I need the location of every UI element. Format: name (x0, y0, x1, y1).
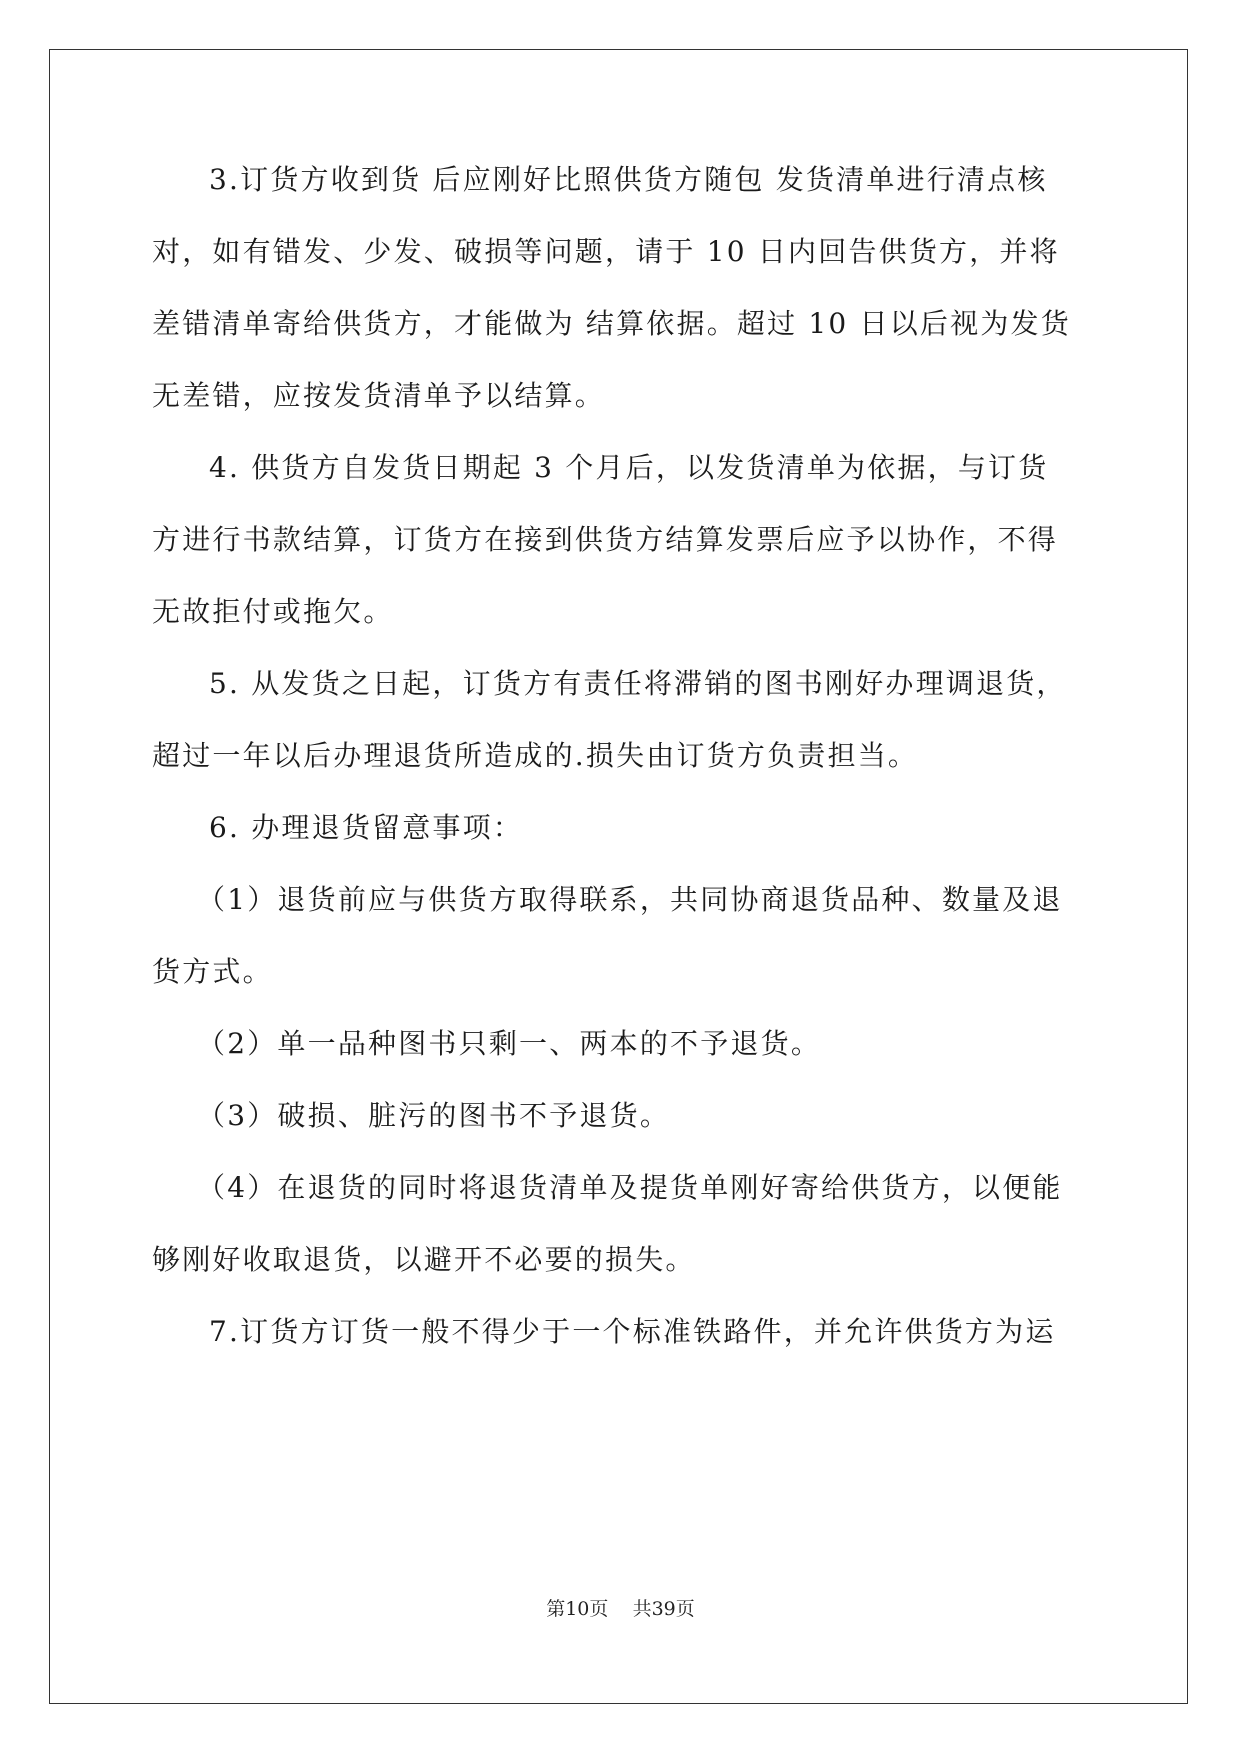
paragraph-4-line-1: 4. 供货方自发货日期起 3 个月后，以发货清单为依据，与订货 (209, 451, 1049, 484)
paragraph-4-line-2: 方进行书款结算，订货方在接到供货方结算发票后应予以协作，不得 (152, 523, 1059, 556)
paragraph-3-line-2: 对，如有错发、少发、破损等问题，请于 10 日内回告供货方，并将 (152, 235, 1060, 268)
item-4-line-1: （4）在退货的同时将退货清单及提货单刚好寄给供货方，以便能 (197, 1171, 1063, 1204)
paragraph-3-line-3: 差错清单寄给供货方，才能做为 结算依据。超过 10 日以后视为发货 (152, 307, 1071, 340)
paragraph-5-line-1: 5. 从发货之日起，订货方有责任将滞销的图书刚好办理调退货， (209, 667, 1067, 700)
item-2-line-1: （2）单一品种图书只剩一、两本的不予退货。 (197, 1027, 822, 1060)
current-page-label: 第10页 (546, 1598, 609, 1620)
page-footer (0, 1596, 1241, 1622)
paragraph-3-line-4: 无差错，应按发货清单予以结算。 (152, 379, 606, 412)
paragraph-5-line-2: 超过一年以后办理退货所造成的.损失由订货方负责担当。 (152, 739, 919, 772)
item-1-line-1: （1）退货前应与供货方取得联系，共同协商退货品种、数量及退 (197, 883, 1063, 916)
page-border (49, 49, 1188, 1704)
paragraph-3-line-1: 3.订货方收到货 后应刚好比照供货方随包 发货清单进行清点核 (209, 163, 1048, 196)
paragraph-7-line-1: 7.订货方订货一般不得少于一个标准铁路件，并允许供货方为运 (209, 1315, 1056, 1348)
total-pages-label: 共39页 (632, 1598, 695, 1620)
paragraph-6-heading: 6. 办理退货留意事项： (209, 811, 524, 844)
paragraph-4-line-3: 无故拒付或拖欠。 (152, 595, 394, 628)
item-1-line-2: 货方式。 (152, 955, 273, 988)
item-4-line-2: 够刚好收取退货，以避开不必要的损失。 (152, 1243, 696, 1276)
item-3-line-1: （3）破损、脏污的图书不予退货。 (197, 1099, 671, 1132)
